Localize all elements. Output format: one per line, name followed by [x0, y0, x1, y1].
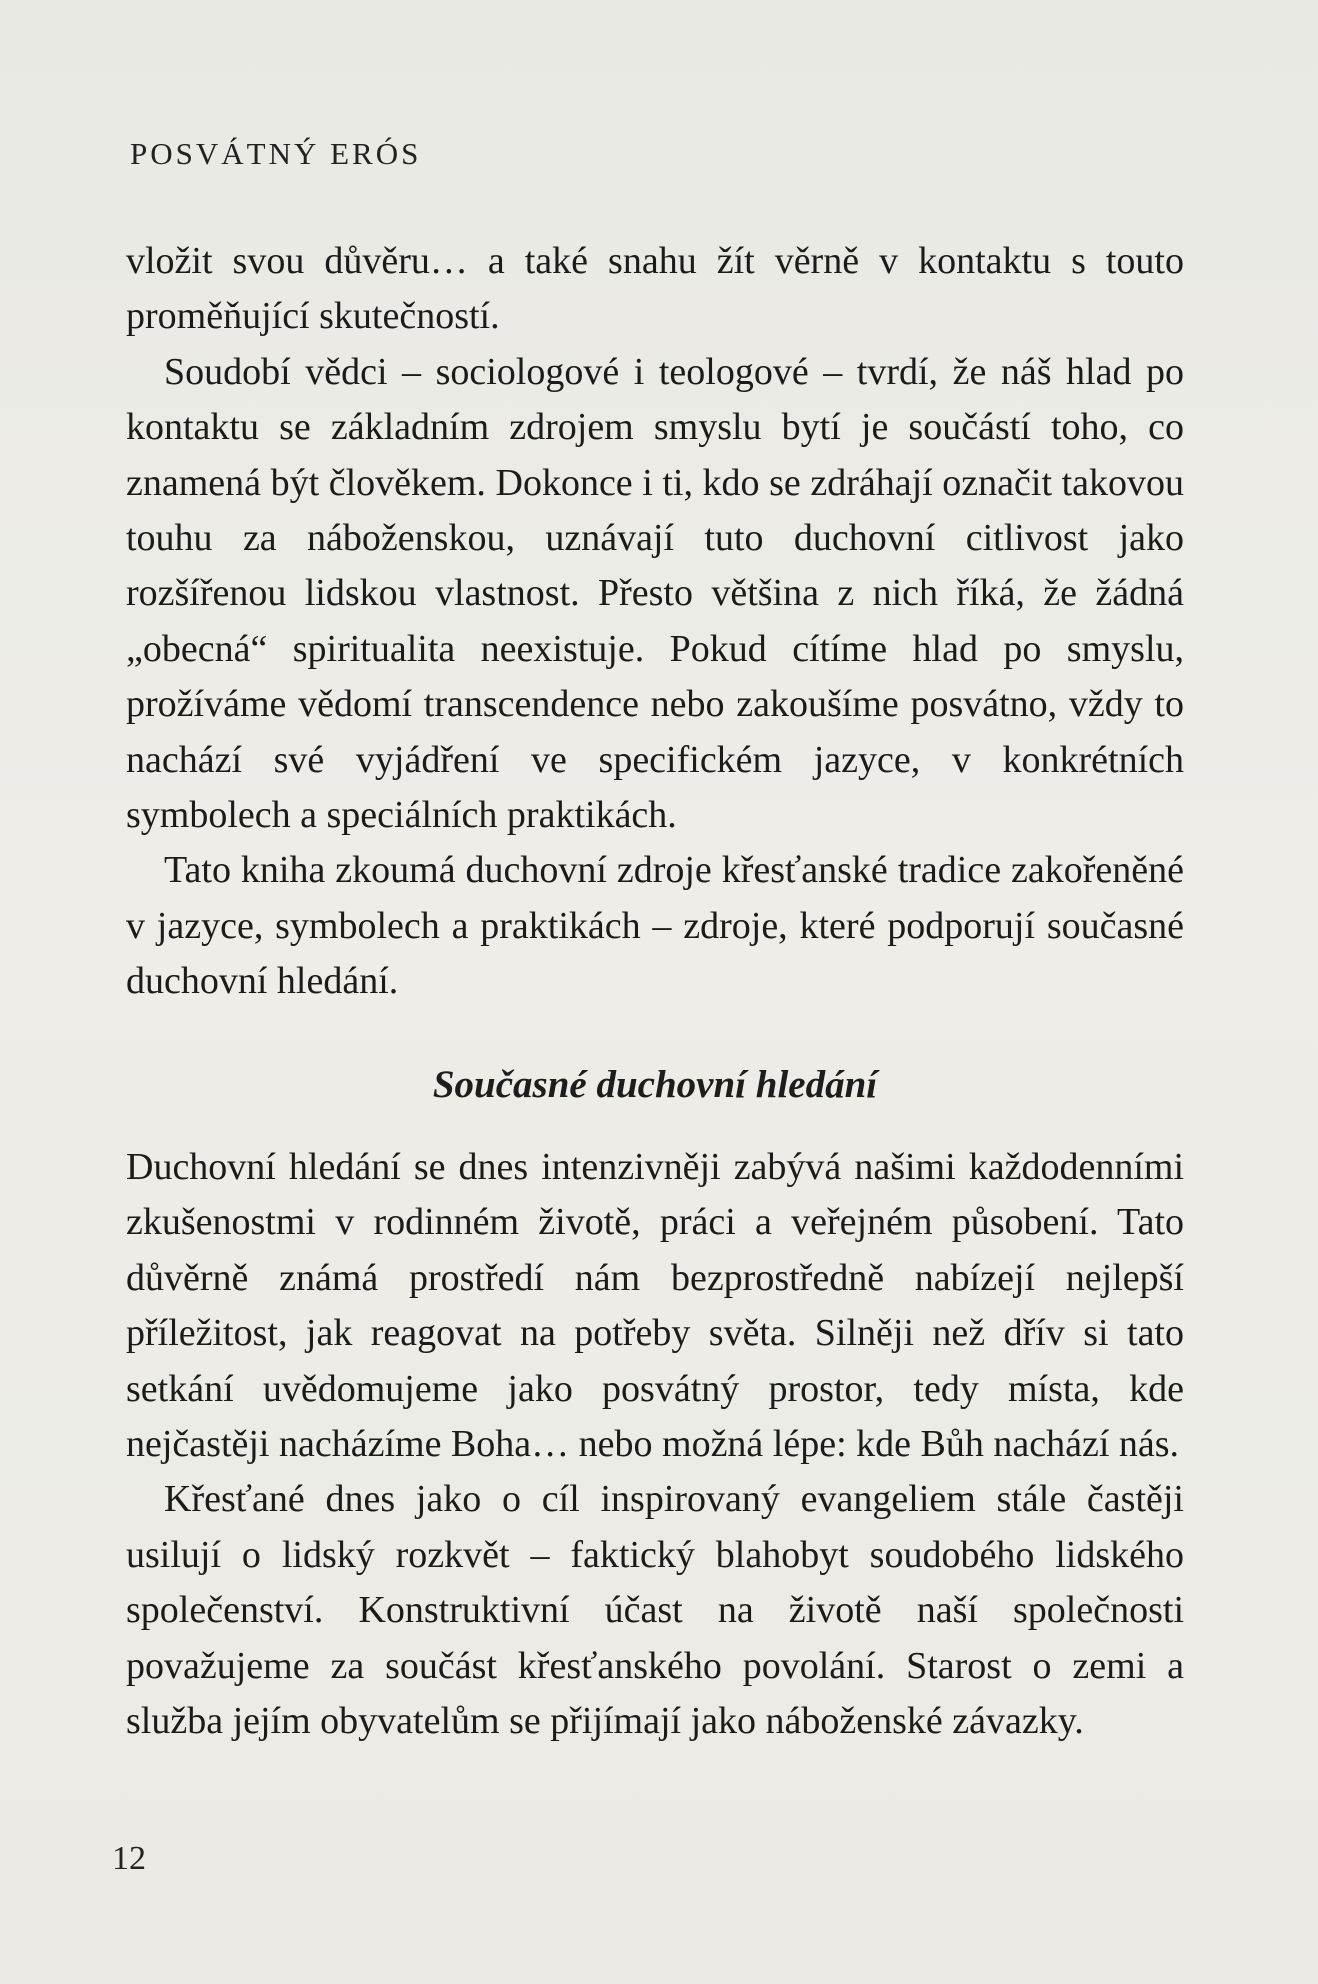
paragraph: Tato kniha zkoumá duchovní zdroje křesťanské tradice zakořeněné v jazyce, symbolech a praktikách – zdroje, které podporují současné duchovní hledání. — [126, 849, 1184, 1003]
body-text-before-heading — [126, 234, 1184, 1010]
paragraph: Křesťané dnes jako o cíl inspirovaný evangeliem stále častěji usilují o lidský rozkvět – faktický blahobyt soudobého lidského společenství. Konstruktivní účast na životě naší společnosti považujeme za součást křesťanského povolání. Starost o zemi a služba jejím obyvatelům se přijímají jako náboženské závazky. — [126, 1478, 1184, 1743]
section-heading: Současné duchovní hledání — [432, 1063, 878, 1106]
paragraph: vložit svou důvěru… a také snahu žít věrně v kontaktu s touto proměňující skutečností. — [126, 240, 1184, 338]
running-head: POSVÁTNÝ ERÓS — [130, 136, 422, 171]
paragraph: Duchovní hledání se dnes intenzivněji zabývá našimi každodenními zkušenostmi v rodinném životě, práci a veřejném působení. Tato důvěrně známá prostředí nám bezprostředně nabízejí nejlepší příležitost, jak reagovat na potřeby světa. Silněji než dřív si tato setkání uvědomujeme jako posvátný prostor, tedy místa, kde nejčastěji nacházíme Boha… nebo možná lépe: kde Bůh nachází nás. — [126, 1146, 1184, 1466]
page-number: 12 — [112, 1840, 146, 1877]
body-text-after-heading — [126, 1140, 1184, 1749]
paragraph: Soudobí vědci – sociologové i teologové – tvrdí, že náš hlad po kontaktu se základním zdrojem smyslu bytí je součástí toho, co znamená být člověkem. Dokonce i ti, kdo se zdráhají označit takovou touhu za náboženskou, uznávají tuto duchovní citlivost jako rozšířenou lidskou vlastnost. Přesto většina z nich říká, že žádná „obecná“ spiritualita neexistuje. Pokud cítíme hlad po smyslu, prožíváme vědomí transcendence nebo zakoušíme posvátno, vždy to nachází své vyjádření ve specifickém jazyce, v konkrétních symbolech a speciálních praktikách. — [126, 350, 1184, 837]
